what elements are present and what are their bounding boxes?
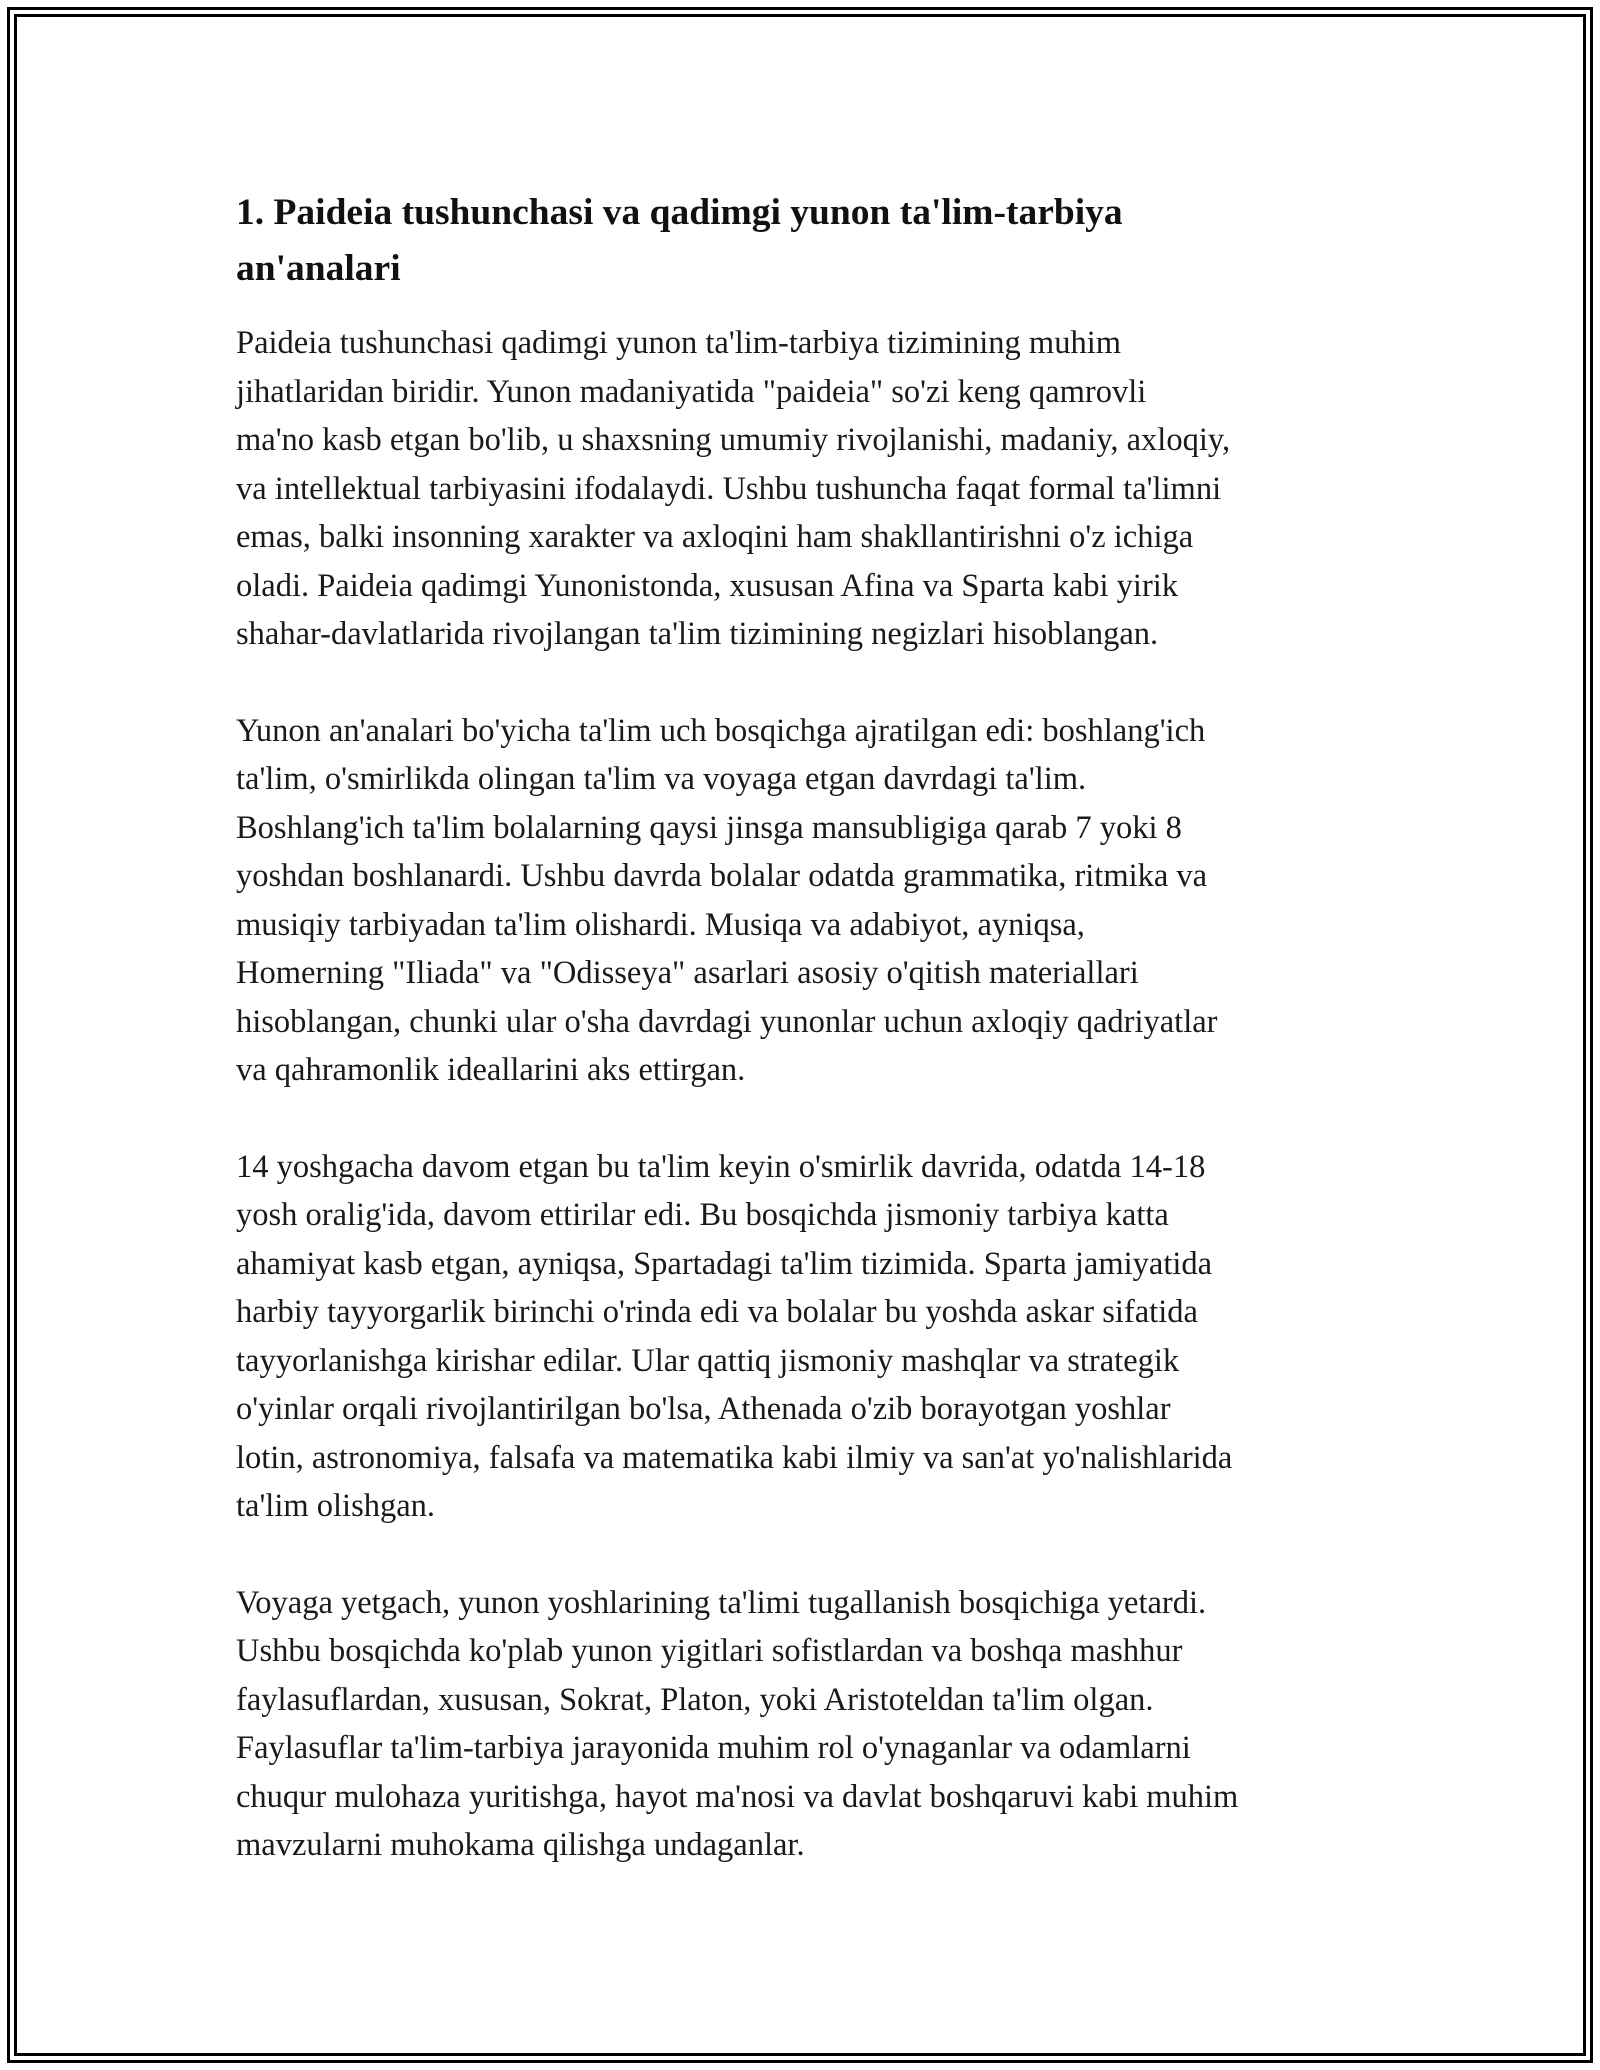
heading-line: 1. Paideia tushunchasi va qadimgi yunon ta'lim-tarbiya xyxy=(236,192,1123,233)
text-line: Homerning "Iliada" va "Odisseya" asarlari asosiy o'qitish materiallari xyxy=(236,955,1139,991)
text-line: musiqiy tarbiyadan ta'lim olishardi. Musiqa va adabiyot, ayniqsa, xyxy=(236,906,1085,943)
text-line: shahar-davlatlarida rivojlangan ta'lim tizimining negizlari hisoblangan. xyxy=(236,616,1159,652)
text-line: chuqur mulohaza yuritishga, hayot ma'nosi va davlat boshqaruvi kabi muhim xyxy=(236,1778,1239,1815)
text-line: ahamiyat kasb etgan, ayniqsa, Spartadagi ta'lim tizimida. Sparta jamiyatida xyxy=(236,1245,1213,1282)
text-line: harbiy tayyorgarlik birinchi o'rinda edi va bolalar bu yoshda askar sifatida xyxy=(236,1294,1198,1330)
text-line: va qahramonlik ideallarini aks ettirgan. xyxy=(236,1052,746,1088)
text-line: ma'no kasb etgan bo'lib, u shaxsning umumiy rivojlanishi, madaniy, axloqiy, xyxy=(236,422,1231,458)
text-line: ta'lim olishgan. xyxy=(236,1488,436,1524)
text-line: emas, balki insonning xarakter va axloqini ham shakllantirishni o'z ichiga xyxy=(236,519,1194,555)
text-line: Boshlang'ich ta'lim bolalarning qaysi jinsga mansubligiga qarab 7 yoki 8 xyxy=(236,809,1182,846)
text-line: ta'lim, o'smirlikda olingan ta'lim va voyaga etgan davrdagi ta'lim. xyxy=(236,761,1087,797)
text-line: yosh oralig'ida, davom ettirilar edi. Bu bosqichda jismoniy tarbiya katta xyxy=(236,1197,1169,1233)
text-line: va intellektual tarbiyasini ifodalaydi. Ushbu tushuncha faqat formal ta'limni xyxy=(236,470,1222,507)
text-line: Voyaga yetgach, yunon yoshlarining ta'limi tugallanish bosqichiga yetardi. xyxy=(236,1584,1207,1621)
text-line: o'yinlar orqali rivojlantirilgan bo'lsa, Athenada o'zib borayotgan yoshlar xyxy=(236,1391,1171,1427)
section-heading xyxy=(236,185,1376,297)
paragraph-1 xyxy=(236,319,1376,659)
text-line: 14 yoshgacha davom etgan bu ta'lim keyin o'smirlik davrida, odatda 14-18 xyxy=(236,1148,1206,1185)
text-line: faylasuflardan, xususan, Sokrat, Platon, yoki Aristoteldan ta'lim olgan. xyxy=(236,1681,1154,1718)
text-line: hisoblangan, chunki ular o'sha davrdagi yunonlar uchun axloqiy qadriyatlar xyxy=(236,1003,1218,1040)
text-line: oladi. Paideia qadimgi Yunonistonda, xususan Afina va Sparta kabi yirik xyxy=(236,567,1179,604)
text-line: mavzularni muhokama qilishga undaganlar. xyxy=(236,1827,805,1863)
text-line: yoshdan boshlanardi. Ushbu davrda bolalar odatda grammatika, ritmika va xyxy=(236,858,1208,894)
text-line: Paideia tushunchasi qadimgi yunon ta'lim-tarbiya tizimining muhim xyxy=(236,325,1122,361)
heading-line: an'analari xyxy=(236,248,401,289)
paragraph-3 xyxy=(236,1143,1376,1531)
paragraph-4 xyxy=(236,1579,1376,1870)
document-body xyxy=(236,185,1376,1870)
text-line: jihatlaridan biridir. Yunon madaniyatida "paideia" so'zi keng qamrovli xyxy=(236,373,1147,410)
text-line: tayyorlanishga kirishar edilar. Ular qattiq jismoniy mashqlar va strategik xyxy=(236,1342,1180,1379)
text-line: lotin, astronomiya, falsafa va matematika kabi ilmiy va san'at yo'nalishlarida xyxy=(236,1439,1233,1476)
paragraph-2 xyxy=(236,707,1376,1095)
text-line: Yunon an'analari bo'yicha ta'lim uch bosqichga ajratilgan edi: boshlang'ich xyxy=(236,712,1206,749)
text-line: Faylasuflar ta'lim-tarbiya jarayonida muhim rol o'ynaganlar va odamlarni xyxy=(236,1730,1191,1766)
text-line: Ushbu bosqichda ko'plab yunon yigitlari sofistlardan va boshqa mashhur xyxy=(236,1633,1183,1669)
